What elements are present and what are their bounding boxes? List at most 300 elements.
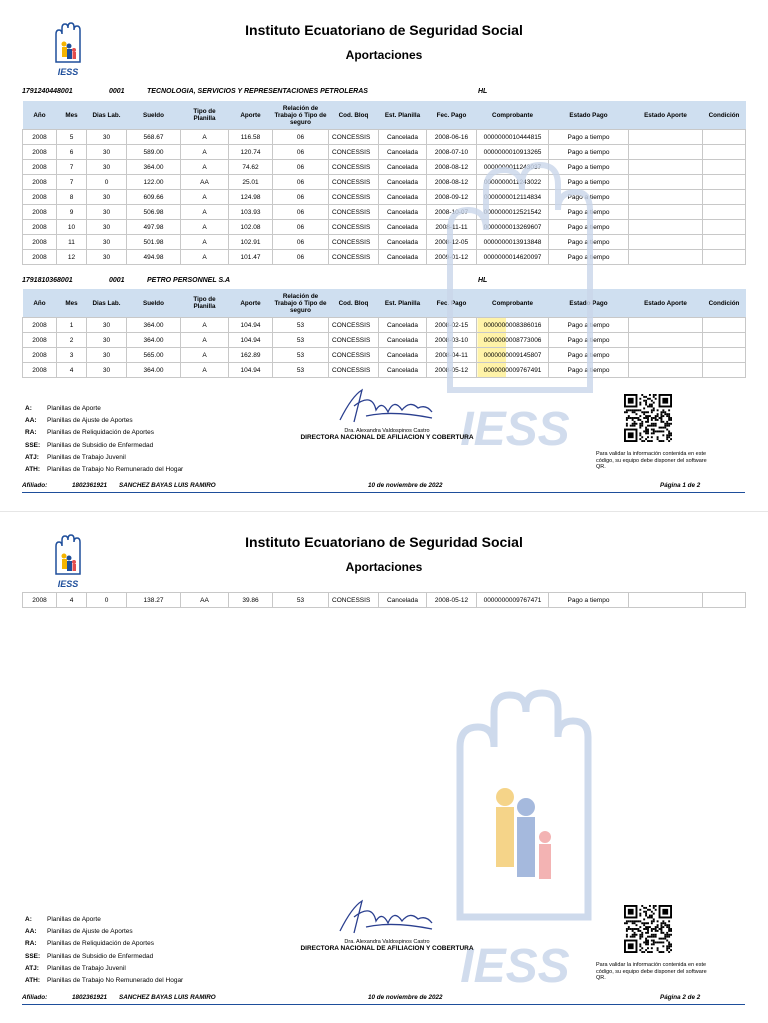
footer-affiliate-id: 1802361921 <box>72 482 108 489</box>
cell-contribution: 102.08 <box>229 220 273 235</box>
signature-block <box>292 386 482 441</box>
cell-days: 30 <box>87 318 127 333</box>
cell-payment-status: Pago a tiempo <box>549 593 629 608</box>
cell-payroll-type: A <box>181 333 229 348</box>
cell-month: 1 <box>57 318 87 333</box>
cell-year: 2008 <box>23 318 57 333</box>
cell-condition <box>703 220 746 235</box>
cell-payroll-type: A <box>181 130 229 145</box>
cell-payroll-status: Cancelada <box>379 348 427 363</box>
employer-ruc: 1791810368001 <box>22 277 73 284</box>
legend-item: ATH: Planillas de Trabajo No Remunerado del Hogar <box>25 977 184 985</box>
column-header: Mes <box>57 289 87 318</box>
employer-branch: 0001 <box>109 88 125 95</box>
cell-receipt: 0000000013269607 <box>477 220 549 235</box>
contributions-table <box>22 101 746 265</box>
cell-payment-date: 2008-10-07 <box>427 205 477 220</box>
cell-month: 11 <box>57 235 87 250</box>
legend-item: ATH: Planillas de Trabajo No Remunerado del Hogar <box>25 466 184 474</box>
cell-payment-status: Pago a tiempo <box>549 190 629 205</box>
column-header: Cod. Bloq <box>329 101 379 130</box>
cell-receipt: 0000000009767491 <box>477 363 549 378</box>
cell-year: 2008 <box>23 348 57 363</box>
cell-block-code: CONCESSIS <box>329 235 379 250</box>
cell-payment-date: 2008-04-11 <box>427 348 477 363</box>
cell-relation: 06 <box>273 145 329 160</box>
cell-payment-date: 2008-05-12 <box>427 363 477 378</box>
cell-payroll-type: A <box>181 235 229 250</box>
cell-payroll-type: A <box>181 220 229 235</box>
cell-payment-status: Pago a tiempo <box>549 205 629 220</box>
cell-condition <box>703 160 746 175</box>
cell-block-code: CONCESSIS <box>329 220 379 235</box>
legend-item: AA: Planillas de Ajuste de Aportes <box>25 417 133 425</box>
cell-condition <box>703 250 746 265</box>
cell-contribution-status <box>629 235 703 250</box>
cell-contribution-status <box>629 318 703 333</box>
cell-month: 2 <box>57 333 87 348</box>
cell-payroll-status: Cancelada <box>379 220 427 235</box>
column-header: Estado Pago <box>549 289 629 318</box>
cell-condition <box>703 593 746 608</box>
table-row <box>23 220 746 235</box>
cell-contribution-status <box>629 593 703 608</box>
footer-affiliate-id: 1802361921 <box>72 994 108 1001</box>
column-header: Condición <box>703 101 746 130</box>
cell-days: 0 <box>87 175 127 190</box>
cell-block-code: CONCESSIS <box>329 190 379 205</box>
cell-contribution: 116.58 <box>229 130 273 145</box>
column-header: Estado Pago <box>549 101 629 130</box>
cell-condition <box>703 348 746 363</box>
legend-item: RA: Planillas de Reliquidación de Aportes <box>25 940 154 948</box>
cell-relation: 53 <box>273 333 329 348</box>
column-header: Estado Aporte <box>629 289 703 318</box>
table-row <box>23 130 746 145</box>
cell-payment-status: Pago a tiempo <box>549 348 629 363</box>
cell-relation: 53 <box>273 348 329 363</box>
table-header-row <box>23 289 746 318</box>
cell-payroll-type: A <box>181 348 229 363</box>
cell-receipt: 0000000009767471 <box>477 593 549 608</box>
column-header: Sueldo <box>127 101 181 130</box>
legend-item: RA: Planillas de Reliquidación de Aportes <box>25 429 154 437</box>
cell-payroll-status: Cancelada <box>379 130 427 145</box>
cell-contribution: 39.86 <box>229 593 273 608</box>
qr-code-icon <box>624 905 672 953</box>
column-header: Estado Aporte <box>629 101 703 130</box>
cell-contribution-status <box>629 175 703 190</box>
signature-icon <box>332 386 442 426</box>
cell-block-code: CONCESSIS <box>329 250 379 265</box>
employer-name: TECNOLOGIA, SERVICIOS Y REPRESENTACIONES PETROLERAS <box>147 88 368 95</box>
cell-relation: 06 <box>273 235 329 250</box>
legend-item: A: Planillas de Aporte <box>25 916 101 923</box>
cell-payment-date: 2008-08-12 <box>427 160 477 175</box>
cell-contribution: 104.94 <box>229 363 273 378</box>
cell-relation: 06 <box>273 160 329 175</box>
cell-receipt: 0000000012521542 <box>477 205 549 220</box>
cell-salary: 138.27 <box>127 593 181 608</box>
cell-contribution-status <box>629 333 703 348</box>
cell-payment-date: 2009-01-12 <box>427 250 477 265</box>
signatory-role: DIRECTORA NACIONAL DE AFILIACION Y COBERTURA <box>300 945 474 952</box>
cell-condition <box>703 175 746 190</box>
cell-contribution: 104.94 <box>229 318 273 333</box>
cell-days: 30 <box>87 363 127 378</box>
cell-payment-status: Pago a tiempo <box>549 220 629 235</box>
column-header: Relación de Trabajo ó Tipo de seguro <box>273 101 329 130</box>
footer-page-number: Página 2 de 2 <box>660 994 701 1001</box>
cell-salary: 506.98 <box>127 205 181 220</box>
cell-contribution-status <box>629 160 703 175</box>
cell-month: 7 <box>57 175 87 190</box>
cell-contribution-status <box>629 363 703 378</box>
column-header: Comprobante <box>477 289 549 318</box>
table-row <box>23 593 746 608</box>
cell-relation: 06 <box>273 190 329 205</box>
signatory-role: DIRECTORA NACIONAL DE AFILIACION Y COBERTURA <box>300 434 474 441</box>
cell-salary: 568.67 <box>127 130 181 145</box>
column-header: Est. Planilla <box>379 101 427 130</box>
cell-contribution: 162.89 <box>229 348 273 363</box>
cell-month: 4 <box>57 593 87 608</box>
cell-contribution-status <box>629 250 703 265</box>
cell-month: 5 <box>57 130 87 145</box>
cell-block-code: CONCESSIS <box>329 318 379 333</box>
cell-payroll-status: Cancelada <box>379 363 427 378</box>
cell-days: 30 <box>87 235 127 250</box>
cell-contribution-status <box>629 130 703 145</box>
svg-text:IESS: IESS <box>460 403 570 456</box>
cell-month: 8 <box>57 190 87 205</box>
column-header: Tipo de Planilla <box>181 289 229 318</box>
cell-block-code: CONCESSIS <box>329 160 379 175</box>
cell-condition <box>703 235 746 250</box>
cell-payroll-type: A <box>181 363 229 378</box>
cell-contribution: 124.98 <box>229 190 273 205</box>
cell-receipt: 0000000011243037 <box>477 160 549 175</box>
cell-relation: 06 <box>273 250 329 265</box>
cell-condition <box>703 190 746 205</box>
cell-payment-date: 2008-12-05 <box>427 235 477 250</box>
employer-branch: 0001 <box>109 277 125 284</box>
cell-contribution-status <box>629 190 703 205</box>
cell-days: 30 <box>87 348 127 363</box>
legend-item: ATJ: Planillas de Trabajo Juvenil <box>25 964 126 972</box>
cell-payroll-status: Cancelada <box>379 205 427 220</box>
table-row <box>23 190 746 205</box>
cell-contribution: 120.74 <box>229 145 273 160</box>
cell-salary: 364.00 <box>127 318 181 333</box>
cell-contribution: 102.91 <box>229 235 273 250</box>
cell-payroll-type: A <box>181 205 229 220</box>
cell-payroll-status: Cancelada <box>379 145 427 160</box>
column-header: Fec. Pago <box>427 289 477 318</box>
cell-payment-date: 2008-07-10 <box>427 145 477 160</box>
cell-days: 30 <box>87 145 127 160</box>
cell-month: 7 <box>57 160 87 175</box>
svg-text:IESS: IESS <box>57 579 79 589</box>
cell-year: 2008 <box>23 235 57 250</box>
cell-payment-date: 2008-11-11 <box>427 220 477 235</box>
column-header: Mes <box>57 101 87 130</box>
employer-header <box>22 88 742 100</box>
cell-days: 30 <box>87 220 127 235</box>
report-page-2 <box>0 511 768 1023</box>
cell-days: 0 <box>87 593 127 608</box>
cell-year: 2008 <box>23 145 57 160</box>
legend-item: AA: Planillas de Ajuste de Aportes <box>25 928 133 936</box>
cell-contribution: 104.94 <box>229 333 273 348</box>
cell-relation: 53 <box>273 363 329 378</box>
cell-payment-status: Pago a tiempo <box>549 160 629 175</box>
table-row <box>23 145 746 160</box>
cell-receipt: 0000000008773006 <box>477 333 549 348</box>
cell-condition <box>703 205 746 220</box>
cell-payment-date: 2008-09-12 <box>427 190 477 205</box>
cell-contribution-status <box>629 205 703 220</box>
column-header: Aporte <box>229 101 273 130</box>
table-row <box>23 235 746 250</box>
footer-page-number: Página 1 de 2 <box>660 482 701 489</box>
column-header: Est. Planilla <box>379 289 427 318</box>
cell-year: 2008 <box>23 205 57 220</box>
cell-contribution: 74.62 <box>229 160 273 175</box>
qr-code-icon <box>624 394 672 442</box>
cell-payroll-type: AA <box>181 175 229 190</box>
column-header: Tipo de Planilla <box>181 101 229 130</box>
table-header-row <box>23 101 746 130</box>
table-row <box>23 318 746 333</box>
footer-affiliate-name: SANCHEZ BAYAS LUIS RAMIRO <box>119 994 216 1001</box>
report-title: Aportaciones <box>345 48 423 62</box>
cell-payment-status: Pago a tiempo <box>549 363 629 378</box>
legend-item: SSE: Planillas de Subsidio de Enfermedad <box>25 441 154 449</box>
contributions-table <box>22 592 746 608</box>
cell-salary: 565.00 <box>127 348 181 363</box>
legend <box>25 914 183 987</box>
column-header: Dias Lab. <box>87 101 127 130</box>
cell-receipt: 0000000009145807 <box>477 348 549 363</box>
cell-year: 2008 <box>23 333 57 348</box>
legend-item: A: Planillas de Aporte <box>25 405 101 412</box>
cell-condition <box>703 130 746 145</box>
cell-block-code: CONCESSIS <box>329 593 379 608</box>
cell-payroll-type: A <box>181 160 229 175</box>
qr-note: Para validar la información contenida en este código, su equipo debe disponer del software QR. <box>596 962 707 981</box>
column-header: Año <box>23 289 57 318</box>
cell-contribution: 103.93 <box>229 205 273 220</box>
table-row <box>23 333 746 348</box>
cell-payroll-type: AA <box>181 593 229 608</box>
cell-receipt: 0000000011243022 <box>477 175 549 190</box>
signatory-name: Dra. Alexandra Valdospinos Castro <box>344 939 430 945</box>
column-header: Año <box>23 101 57 130</box>
cell-payroll-type: A <box>181 318 229 333</box>
cell-year: 2008 <box>23 175 57 190</box>
footer-date: 10 de noviembre de 2022 <box>368 994 443 1001</box>
cell-salary: 364.00 <box>127 160 181 175</box>
cell-payroll-status: Cancelada <box>379 235 427 250</box>
cell-relation: 53 <box>273 318 329 333</box>
cell-payment-status: Pago a tiempo <box>549 318 629 333</box>
cell-receipt: 0000000013913848 <box>477 235 549 250</box>
cell-payroll-status: Cancelada <box>379 160 427 175</box>
cell-year: 2008 <box>23 160 57 175</box>
table-row <box>23 205 746 220</box>
employer-header <box>22 277 742 289</box>
cell-month: 10 <box>57 220 87 235</box>
cell-payment-date: 2008-08-12 <box>427 175 477 190</box>
column-header: Relación de Trabajo ó Tipo de seguro <box>273 289 329 318</box>
cell-payroll-type: A <box>181 145 229 160</box>
cell-relation: 06 <box>273 220 329 235</box>
cell-month: 6 <box>57 145 87 160</box>
cell-days: 30 <box>87 130 127 145</box>
legend-item: ATJ: Planillas de Trabajo Juvenil <box>25 453 126 461</box>
signature-icon <box>332 897 442 937</box>
cell-days: 30 <box>87 190 127 205</box>
legend-item: SSE: Planillas de Subsidio de Enfermedad <box>25 952 154 960</box>
cell-payment-date: 2008-03-10 <box>427 333 477 348</box>
cell-salary: 497.98 <box>127 220 181 235</box>
column-header: Fec. Pago <box>427 101 477 130</box>
cell-receipt: 0000000010444815 <box>477 130 549 145</box>
cell-block-code: CONCESSIS <box>329 145 379 160</box>
cell-salary: 364.00 <box>127 363 181 378</box>
cell-relation: 06 <box>273 175 329 190</box>
table-row <box>23 160 746 175</box>
cell-block-code: CONCESSIS <box>329 333 379 348</box>
cell-contribution-status <box>629 348 703 363</box>
footer-label: Afiliado: <box>22 994 48 1001</box>
column-header: Cod. Bloq <box>329 289 379 318</box>
cell-payment-status: Pago a tiempo <box>549 175 629 190</box>
column-header: Condición <box>703 289 746 318</box>
cell-payroll-status: Cancelada <box>379 250 427 265</box>
cell-payment-date: 2008-02-15 <box>427 318 477 333</box>
cell-salary: 609.66 <box>127 190 181 205</box>
footer-label: Afiliado: <box>22 482 48 489</box>
cell-days: 30 <box>87 205 127 220</box>
cell-payroll-status: Cancelada <box>379 318 427 333</box>
cell-days: 30 <box>87 250 127 265</box>
employer-tag: HL <box>478 88 488 95</box>
cell-condition <box>703 318 746 333</box>
cell-contribution-status <box>629 220 703 235</box>
cell-payroll-type: A <box>181 250 229 265</box>
cell-condition <box>703 333 746 348</box>
report-title: Aportaciones <box>345 560 423 574</box>
cell-contribution: 101.47 <box>229 250 273 265</box>
cell-condition <box>703 145 746 160</box>
cell-relation: 06 <box>273 130 329 145</box>
report-page-1 <box>0 0 768 511</box>
column-header: Sueldo <box>127 289 181 318</box>
institution-title: Instituto Ecuatoriano de Seguridad Social <box>245 534 523 550</box>
signature-block <box>292 897 482 952</box>
cell-year: 2008 <box>23 250 57 265</box>
signatory-name: Dra. Alexandra Valdospinos Castro <box>344 428 430 434</box>
cell-days: 30 <box>87 333 127 348</box>
column-header: Comprobante <box>477 101 549 130</box>
cell-payroll-status: Cancelada <box>379 593 427 608</box>
employer-name: PETRO PERSONNEL S.A <box>147 277 231 284</box>
cell-block-code: CONCESSIS <box>329 175 379 190</box>
cell-contribution: 25.01 <box>229 175 273 190</box>
cell-payroll-status: Cancelada <box>379 190 427 205</box>
cell-salary: 501.98 <box>127 235 181 250</box>
cell-relation: 06 <box>273 205 329 220</box>
cell-month: 12 <box>57 250 87 265</box>
cell-block-code: CONCESSIS <box>329 205 379 220</box>
cell-receipt: 0000000010913265 <box>477 145 549 160</box>
cell-payment-date: 2008-06-16 <box>427 130 477 145</box>
cell-year: 2008 <box>23 593 57 608</box>
cell-salary: 494.98 <box>127 250 181 265</box>
cell-contribution-status <box>629 145 703 160</box>
cell-days: 30 <box>87 160 127 175</box>
cell-payment-status: Pago a tiempo <box>549 130 629 145</box>
cell-year: 2008 <box>23 190 57 205</box>
page-footer <box>22 994 745 1005</box>
cell-block-code: CONCESSIS <box>329 130 379 145</box>
cell-year: 2008 <box>23 220 57 235</box>
column-header: Aporte <box>229 289 273 318</box>
cell-month: 9 <box>57 205 87 220</box>
employer-ruc: 1791240448001 <box>22 88 73 95</box>
table-row <box>23 363 746 378</box>
contributions-table <box>22 289 746 378</box>
cell-month: 3 <box>57 348 87 363</box>
cell-payment-status: Pago a tiempo <box>549 333 629 348</box>
cell-receipt: 0000000012114834 <box>477 190 549 205</box>
cell-payroll-status: Cancelada <box>379 333 427 348</box>
svg-text:IESS: IESS <box>57 67 79 77</box>
cell-relation: 53 <box>273 593 329 608</box>
table-row <box>23 348 746 363</box>
cell-payment-status: Pago a tiempo <box>549 235 629 250</box>
page-footer <box>22 482 745 493</box>
footer-date: 10 de noviembre de 2022 <box>368 482 443 489</box>
cell-salary: 589.00 <box>127 145 181 160</box>
table-row <box>23 250 746 265</box>
cell-salary: 122.00 <box>127 175 181 190</box>
cell-payment-status: Pago a tiempo <box>549 250 629 265</box>
cell-condition <box>703 363 746 378</box>
column-header: Dias Lab. <box>87 289 127 318</box>
cell-block-code: CONCESSIS <box>329 363 379 378</box>
cell-month: 4 <box>57 363 87 378</box>
table-row <box>23 175 746 190</box>
legend <box>25 403 183 476</box>
cell-receipt: 0000000008386016 <box>477 318 549 333</box>
cell-receipt: 0000000014620097 <box>477 250 549 265</box>
cell-payroll-type: A <box>181 190 229 205</box>
svg-text:IESS: IESS <box>460 940 570 993</box>
qr-note: Para validar la información contenida en este código, su equipo debe disponer del software QR. <box>596 451 707 470</box>
cell-block-code: CONCESSIS <box>329 348 379 363</box>
cell-payment-date: 2008-05-12 <box>427 593 477 608</box>
cell-payroll-status: Cancelada <box>379 175 427 190</box>
footer-affiliate-name: SANCHEZ BAYAS LUIS RAMIRO <box>119 482 216 489</box>
cell-year: 2008 <box>23 363 57 378</box>
institution-title: Instituto Ecuatoriano de Seguridad Social <box>245 22 523 38</box>
cell-payment-status: Pago a tiempo <box>549 145 629 160</box>
employer-tag: HL <box>478 277 488 284</box>
cell-year: 2008 <box>23 130 57 145</box>
